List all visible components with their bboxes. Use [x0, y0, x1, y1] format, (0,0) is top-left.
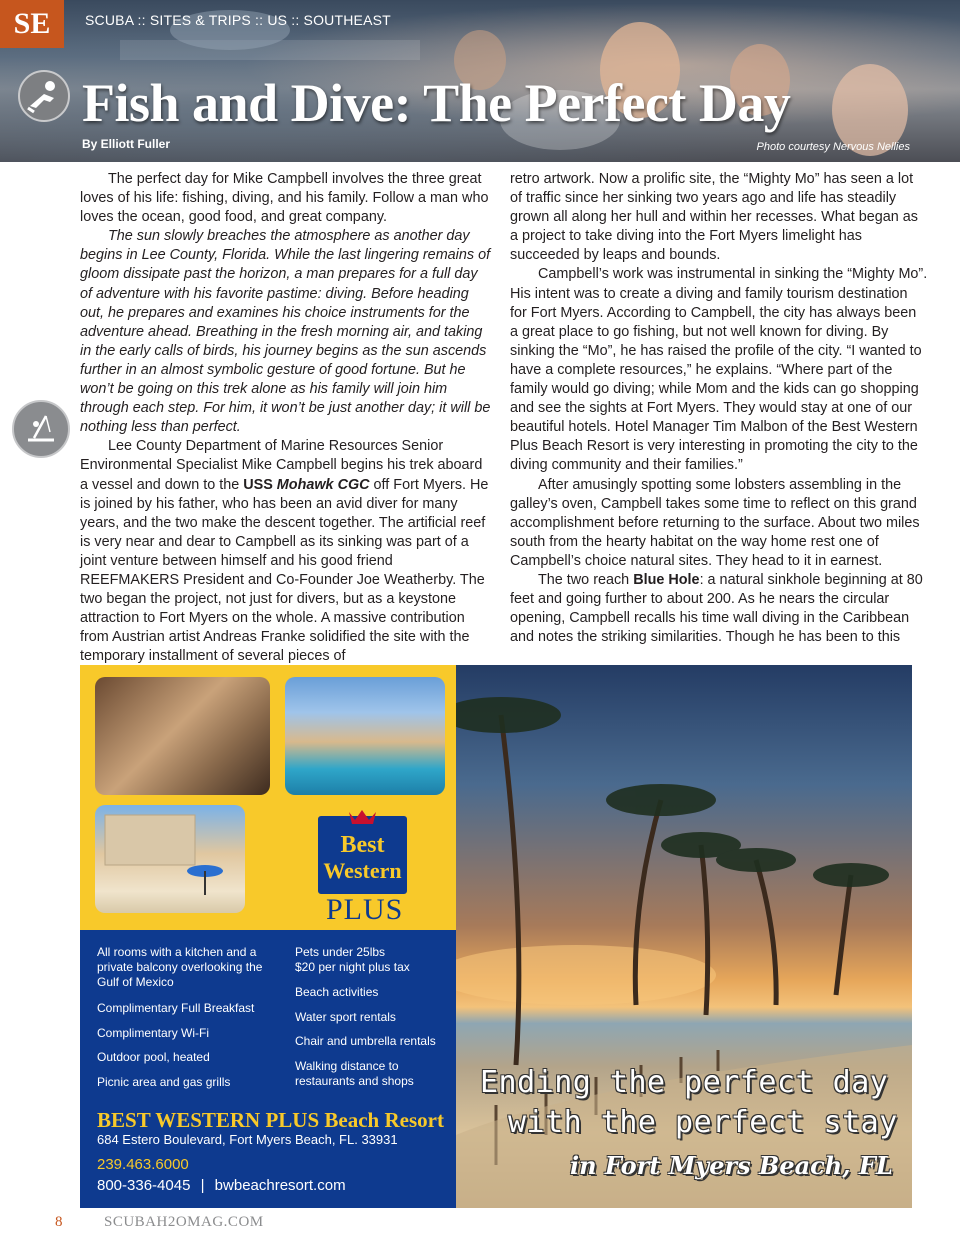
article-paragraph: The perfect day for Mike Campbell involves the three great loves of his life: fishing, diving, and his family. Follow a man who loves the ocean, good food, and great company. [80, 171, 489, 226]
amenity-item: Chair and umbrella rentals [295, 1034, 436, 1048]
ship-prefix: USS [243, 476, 277, 493]
article-paragraph [510, 571, 928, 647]
page-number: 8 [55, 1214, 63, 1230]
paragraph-text: : a natural sinkhole beginning at 80 feet and going further to about 200. As he nears the circular opening, Campbell recalls his time wall diving in the Caribbean and notes the striking similarities. Though he has been to this [510, 571, 923, 646]
logo-line1: Best [340, 832, 385, 858]
hotel-website-link[interactable]: bwbeachresort.com [214, 1177, 346, 1194]
logo-line2: Western [323, 858, 402, 883]
hotel-advertisement[interactable] [80, 665, 912, 1208]
article-paragraph: Campbell’s work was instrumental in sinking the “Mighty Mo”. His intent was to create a diving and family tourism destination for Fort Myers. According to Campbell, the city has always been a great place to go fishing, but not well known for diving. By sinking the “Mo”, he has raised the profile of the city. “I wanted to have a complete resources,” he explains. “Where part of the family would go diving; while Mom and the kids can go shopping and see the sights at Fort Myers. They would stay at one of our beautiful hotels. Hotel Manager Tim Malbon of the Best Western Plus Beach Resort is very interesting in promoting the city to the diving community and their families.” [510, 266, 928, 474]
paragraph-text: off Fort Myers. He is joined by his father, who has been an avid diver for many years, and the two make the descent together. The artificial reef is very near and dear to Campbell as its sinking was part of a joint venture between himself and his good friend REEFMAKERS President and Co-Founder Joe Weatherby. The two began the project, not just for divers, but as a keystone attraction to Fort Myers on the whole. A massive contribution from Austrian artist Andreas Franke solidified the site with the temporary installment of several pieces of [80, 476, 489, 665]
contact-separator: | [200, 1177, 205, 1194]
ad-yellow-panel [80, 665, 456, 930]
amenity-item: Pets under 25lbs $20 per night plus tax [295, 945, 410, 974]
hotel-contact-line [97, 1177, 346, 1194]
article-paragraph: After amusingly spotting some lobsters assembling in the galley’s oven, Campbell takes some time to reflect on this grand accomplishment before returning to the surface. About two miles south from the hearty habitat on the way home rest one of Campbell’s choice natural sites. They head to it in earnest. [510, 476, 920, 569]
article-title: Fish and Dive: The Perfect Day [82, 73, 791, 133]
hotel-beach-photo [95, 805, 245, 913]
amenity-item: Beach activities [295, 985, 379, 999]
amenity-item: Walking distance to restaurants and shops [295, 1059, 414, 1088]
paragraph-text: Lee County Department of Marine Resources Senior Environmental Specialist Mike Campbell begins his trek aboard a vessel and down to the [80, 438, 483, 493]
ad-tagline-location: in Fort Myers Beach, FL [570, 1151, 893, 1180]
fishing-icon [12, 400, 70, 458]
hotel-phone-local[interactable]: 239.463.6000 [97, 1156, 189, 1173]
diver-icon [18, 70, 70, 122]
article-column-right [510, 170, 928, 647]
amenity-item: Complimentary Full Breakfast [97, 1001, 255, 1015]
photo-credit: Photo courtesy Nervous Nellies [756, 141, 910, 153]
amenity-item: Water sport rentals [295, 1010, 396, 1024]
article-paragraph [80, 437, 492, 666]
hotel-address: 684 Estero Boulevard, Fort Myers Beach, FL. 33931 [97, 1132, 398, 1147]
ad-tagline-line1: Ending the perfect day [480, 1065, 889, 1100]
amenity-item: Picnic area and gas grills [97, 1075, 231, 1089]
site-name: Blue Hole [633, 571, 700, 588]
section-tag: SE [0, 0, 64, 48]
hotel-phone-tollfree[interactable]: 800-336-4045 [97, 1177, 191, 1194]
header-banner [0, 0, 960, 162]
article-paragraph: retro artwork. Now a prolific site, the “Mighty Mo” has seen a lot of traffic since her sinking two years ago and life has steadily grown all along her hull and within her recesses. What began as a project to take diving into the Fort Myers limelight has succeeded by leaps and bounds. [510, 171, 918, 264]
article-paragraph-italic: The sun slowly breaches the atmosphere as another day begins in Lee County, Florida. While the last lingering remains of gloom dissipate past the horizon, a man prepares for a full day of adventure with his favorite pastime: diving. Before heading out, he prepares and examines his choice instruments for the adventure ahead. Breathing in the fresh morning air, and taking in the early calls of birds, his journey begins as the sun ascends further in an almost symbolic gesture of good fortune. But he won’t be going on this trek alone as his family will join him through each step. For him, it won’t be just another day; it will be nothing less than perfect. [80, 228, 491, 436]
logo-plus: PLUS [326, 893, 404, 926]
ad-tagline-line2: with the perfect stay [508, 1105, 898, 1140]
footer-website[interactable]: SCUBAH2OMAG.COM [104, 1214, 264, 1230]
byline: By Elliott Fuller [82, 137, 171, 151]
amenity-item: All rooms with a kitchen and a private balcony overlooking the Gulf of Mexico [97, 945, 263, 989]
article-column-left [80, 170, 492, 666]
breadcrumb: SCUBA :: SITES & TRIPS :: US :: SOUTHEAST [85, 12, 391, 28]
amenity-item: Complimentary Wi-Fi [97, 1026, 210, 1040]
hotel-brand-name: BEST WESTERN PLUS Beach Resort [97, 1108, 444, 1132]
amenity-item: Outdoor pool, heated [97, 1050, 210, 1064]
ship-name: Mohawk CGC [276, 476, 370, 493]
hotel-pool-photo [285, 677, 445, 795]
hotel-room-photo [95, 677, 270, 795]
paragraph-text: The two reach [538, 571, 634, 588]
